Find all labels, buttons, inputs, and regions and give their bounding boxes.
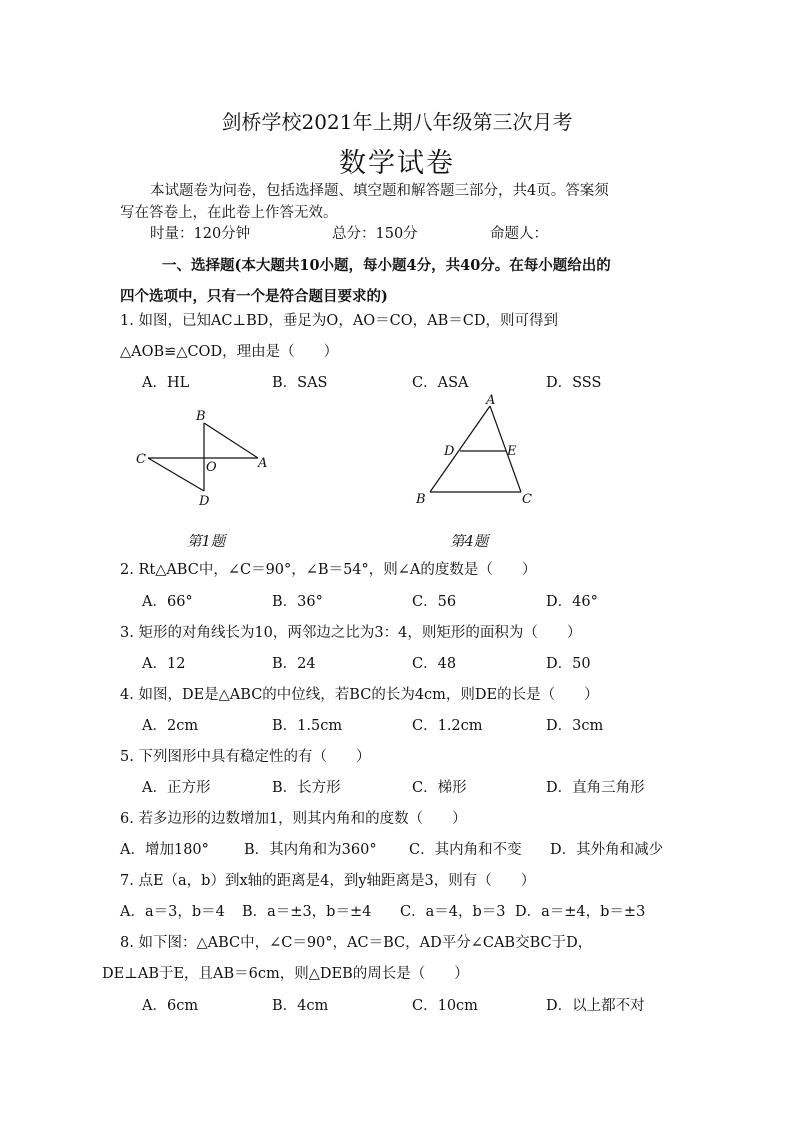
exam-total-score: 总分：150分: [332, 226, 418, 242]
fig4-label-d: D: [444, 444, 455, 459]
question-8-stem-line-1: 8. 如下图：△ABC中，∠C＝90°，AC＝BC，AD平分∠CAB交BC于D，: [120, 935, 593, 951]
question-2-option-d: D．46°: [546, 594, 598, 610]
question-1-option-a: A．HL: [142, 375, 190, 391]
fig1-label-d: D: [199, 494, 210, 509]
question-7-option-d: D．a＝±4，b＝±3: [515, 904, 646, 920]
figure-1-caption: 第1题: [187, 534, 226, 550]
question-8-option-c: C．10cm: [412, 998, 478, 1014]
question-6-option-a: A．增加180°: [120, 842, 209, 858]
question-3-option-b: B．24: [272, 656, 316, 672]
question-3-option-a: A．12: [142, 656, 186, 672]
question-1-option-b: B．SAS: [272, 375, 328, 391]
fig4-label-e: E: [507, 444, 517, 459]
question-3-stem: 3. 矩形的对角线长为10，两邻边之比为3：4，则矩形的面积为（ ）: [120, 625, 582, 641]
question-5-option-b: B．长方形: [272, 780, 341, 796]
fig1-label-a: A: [258, 456, 268, 471]
exam-time: 时量：120分钟: [150, 226, 251, 242]
fig1-label-b: B: [196, 409, 206, 424]
question-1-option-d: D．SSS: [546, 375, 602, 391]
question-4-option-d: D．3cm: [546, 718, 604, 734]
question-2-option-b: B．36°: [272, 594, 323, 610]
question-8-stem-line-2: DE⊥AB于E，且AB＝6cm，则△DEB的周长是（ ）: [102, 966, 469, 982]
question-4-stem: 4. 如图，DE是△ABC的中位线，若BC的长为4cm，则DE的长是（ ）: [120, 687, 599, 703]
intro-line-2: 写在答卷上，在此卷上作答无效。: [120, 205, 338, 221]
exam-subject-title: 数学试卷: [339, 148, 455, 179]
question-2-stem: 2. Rt△ABC中，∠C＝90°，∠B＝54°，则∠A的度数是（ ）: [120, 562, 537, 578]
exam-header: 剑桥学校2021年上期八年级第三次月考: [221, 110, 573, 134]
question-5-stem: 5. 下列图形中具有稳定性的有（ ）: [120, 749, 371, 765]
question-7-option-b: B．a＝±3，b＝±4: [242, 904, 372, 920]
question-8-option-b: B．4cm: [272, 998, 329, 1014]
question-3-option-d: D．50: [546, 656, 591, 672]
fig4-side-ab: [430, 406, 490, 492]
question-2-option-c: C．56: [412, 594, 457, 610]
question-1-stem-line-2: △AOB≌△COD，理由是（ ）: [120, 344, 339, 360]
fig4-label-b: B: [416, 492, 426, 507]
fig1-label-o: O: [206, 460, 217, 475]
figure-4-caption: 第4题: [450, 534, 489, 550]
question-4-option-b: B．1.5cm: [272, 718, 343, 734]
figure-1-diagram: [130, 405, 280, 510]
question-7-option-a: A．a＝3，b＝4: [120, 904, 225, 920]
question-5-option-c: C．梯形: [412, 780, 467, 796]
fig1-label-c: C: [136, 452, 146, 467]
question-2-option-a: A．66°: [142, 594, 193, 610]
intro-line-1: 本试题卷为问卷，包括选择题、填空题和解答题三部分，共4页。答案须: [150, 183, 609, 199]
question-8-option-d: D．以上都不对: [546, 998, 645, 1014]
question-4-option-a: A．2cm: [142, 718, 199, 734]
fig1-segment-cd: [148, 458, 204, 491]
question-6-option-d: D．其外角和减少: [550, 842, 664, 858]
fig4-label-c: C: [522, 492, 532, 507]
question-5-option-a: A．正方形: [142, 780, 211, 796]
question-4-option-c: C．1.2cm: [412, 718, 483, 734]
question-1-option-c: C．ASA: [412, 375, 469, 391]
figure-4-diagram: [405, 388, 550, 513]
fig1-segment-ab: [204, 423, 258, 458]
question-1-stem-line-1: 1. 如图，已知AC⊥BD，垂足为O，AO＝CO，AB＝CD，则可得到: [120, 313, 559, 329]
section-heading-line-1: 一、选择题(本大题共10小题，每小题4分，共40分。在每小题给出的: [162, 257, 611, 274]
fig4-label-a: A: [486, 393, 496, 408]
exam-author: 命题人：: [490, 226, 548, 242]
question-7-option-c: C．a＝4，b＝3: [400, 904, 506, 920]
question-6-option-c: C．其内角和不变: [409, 842, 522, 858]
question-6-option-b: B．其内角和为360°: [244, 842, 377, 858]
section-heading-line-2: 四个选项中，只有一个是符合题目要求的): [120, 288, 388, 305]
question-6-stem: 6. 若多边形的边数增加1，则其内角和的度数（ ）: [120, 811, 467, 827]
question-7-stem: 7. 点E（a，b）到x轴的距离是4，到y轴距离是3，则有（ ）: [120, 873, 536, 889]
question-5-option-d: D．直角三角形: [546, 780, 645, 796]
question-3-option-c: C．48: [412, 656, 457, 672]
question-8-option-a: A．6cm: [142, 998, 199, 1014]
